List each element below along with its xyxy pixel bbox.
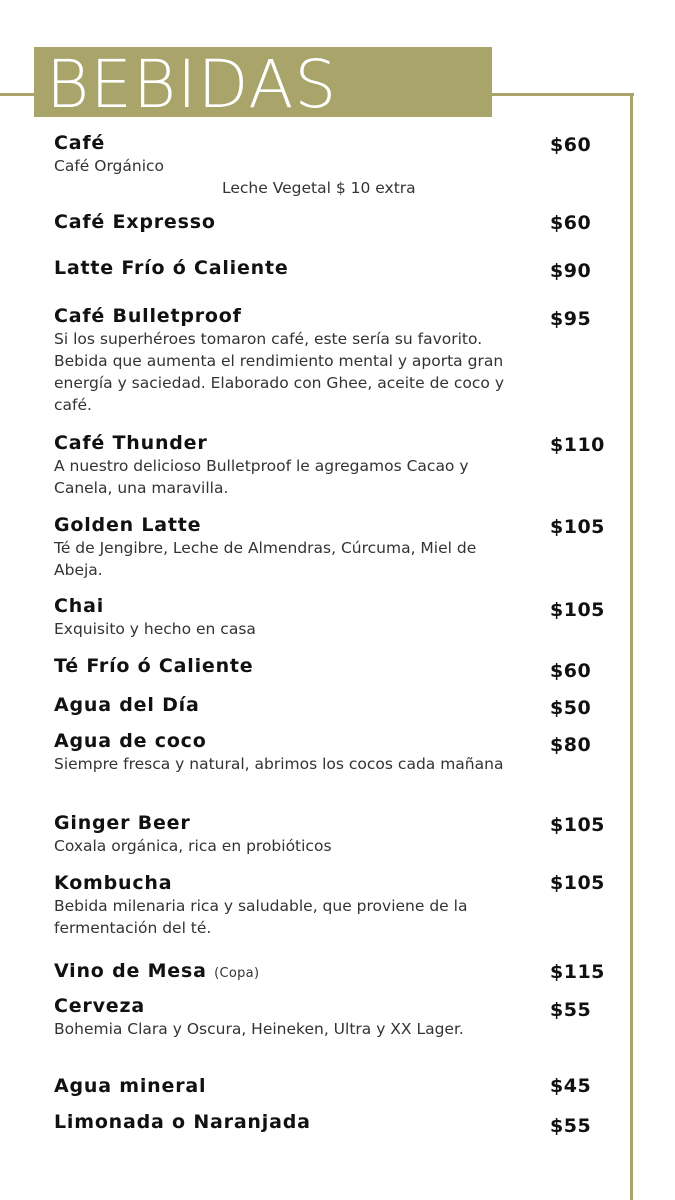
item-price: $55 <box>550 1115 592 1137</box>
item-description: Bebida milenaria rica y saludable, que proviene de la fermentación del té. <box>54 897 468 937</box>
item-price: $105 <box>550 872 605 894</box>
menu-item-te <box>54 654 614 682</box>
item-price: $80 <box>550 734 592 756</box>
item-name: Agua de coco <box>54 730 207 752</box>
menu-item-kombucha <box>54 871 614 939</box>
menu-item-ginger-beer <box>54 811 614 857</box>
item-description: Siempre fresca y natural, abrimos los cocos cada mañana <box>54 755 504 773</box>
item-name-text: Vino de Mesa <box>54 960 207 982</box>
item-price: $90 <box>550 260 592 282</box>
item-name: Latte Frío ó Caliente <box>54 257 289 279</box>
item-name: Café <box>54 132 106 154</box>
menu-item-agua-del-dia <box>54 693 614 717</box>
item-price: $95 <box>550 308 592 330</box>
menu-item-cerveza <box>54 994 614 1040</box>
item-description: Si los superhéroes tomaron café, este sería su favorito. Bebida que aumenta el rendimiento mental y aporta gran energía y saciedad. Elaborado con Ghee, aceite de coco y café. <box>54 330 505 414</box>
menu-item-cafe-thunder <box>54 431 614 499</box>
item-extra: Leche Vegetal $ 10 extra <box>222 179 416 197</box>
item-description: Bohemia Clara y Oscura, Heineken, Ultra y XX Lager. <box>54 1020 464 1038</box>
item-price: $45 <box>550 1075 592 1097</box>
item-price: $110 <box>550 434 605 456</box>
item-price: $50 <box>550 697 592 719</box>
item-name: Agua mineral <box>54 1075 207 1097</box>
menu-item-chai <box>54 594 614 640</box>
item-price: $55 <box>550 999 592 1021</box>
item-note: (Copa) <box>214 966 260 981</box>
menu-item-cafe-expresso <box>54 210 614 234</box>
item-name: Kombucha <box>54 872 173 894</box>
item-name: Café Thunder <box>54 432 208 454</box>
item-description: Café Orgánico <box>54 157 165 175</box>
item-name: Café Bulletproof <box>54 305 242 327</box>
item-name: Golden Latte <box>54 514 202 536</box>
item-name: Limonada o Naranjada <box>54 1111 311 1133</box>
item-description: A nuestro delicioso Bulletproof le agregamos Cacao y Canela, una maravilla. <box>54 457 469 497</box>
menu-item-limonada <box>54 1110 614 1137</box>
item-description: Té de Jengibre, Leche de Almendras, Cúrcuma, Miel de Abeja. <box>54 539 477 579</box>
item-description: Coxala orgánica, rica en probióticos <box>54 837 332 855</box>
menu-item-agua-de-coco <box>54 729 614 775</box>
item-name: Chai <box>54 595 105 617</box>
menu-item-latte <box>54 256 614 280</box>
item-name: Agua del Día <box>54 694 200 716</box>
menu-item-agua-mineral <box>54 1074 614 1098</box>
item-price: $105 <box>550 814 605 836</box>
item-name: Cerveza <box>54 995 145 1017</box>
item-name: Té Frío ó Caliente <box>54 655 254 677</box>
page-title: BEBIDAS <box>46 46 338 123</box>
item-price: $115 <box>550 961 605 983</box>
menu-item-golden-latte <box>54 513 614 581</box>
title-banner <box>34 46 492 123</box>
item-name: Ginger Beer <box>54 812 191 834</box>
item-name <box>54 959 614 986</box>
item-price: $60 <box>550 660 592 682</box>
item-price: $105 <box>550 599 605 621</box>
item-name: Café Expresso <box>54 211 216 233</box>
item-description: Exquisito y hecho en casa <box>54 620 256 638</box>
menu-item-vino-de-mesa <box>54 959 614 986</box>
frame-right-line <box>630 93 633 1200</box>
item-price: $60 <box>550 134 592 156</box>
menu-item-cafe <box>54 131 614 199</box>
item-price: $60 <box>550 212 592 234</box>
menu-item-cafe-bulletproof <box>54 304 614 416</box>
item-price: $105 <box>550 516 605 538</box>
